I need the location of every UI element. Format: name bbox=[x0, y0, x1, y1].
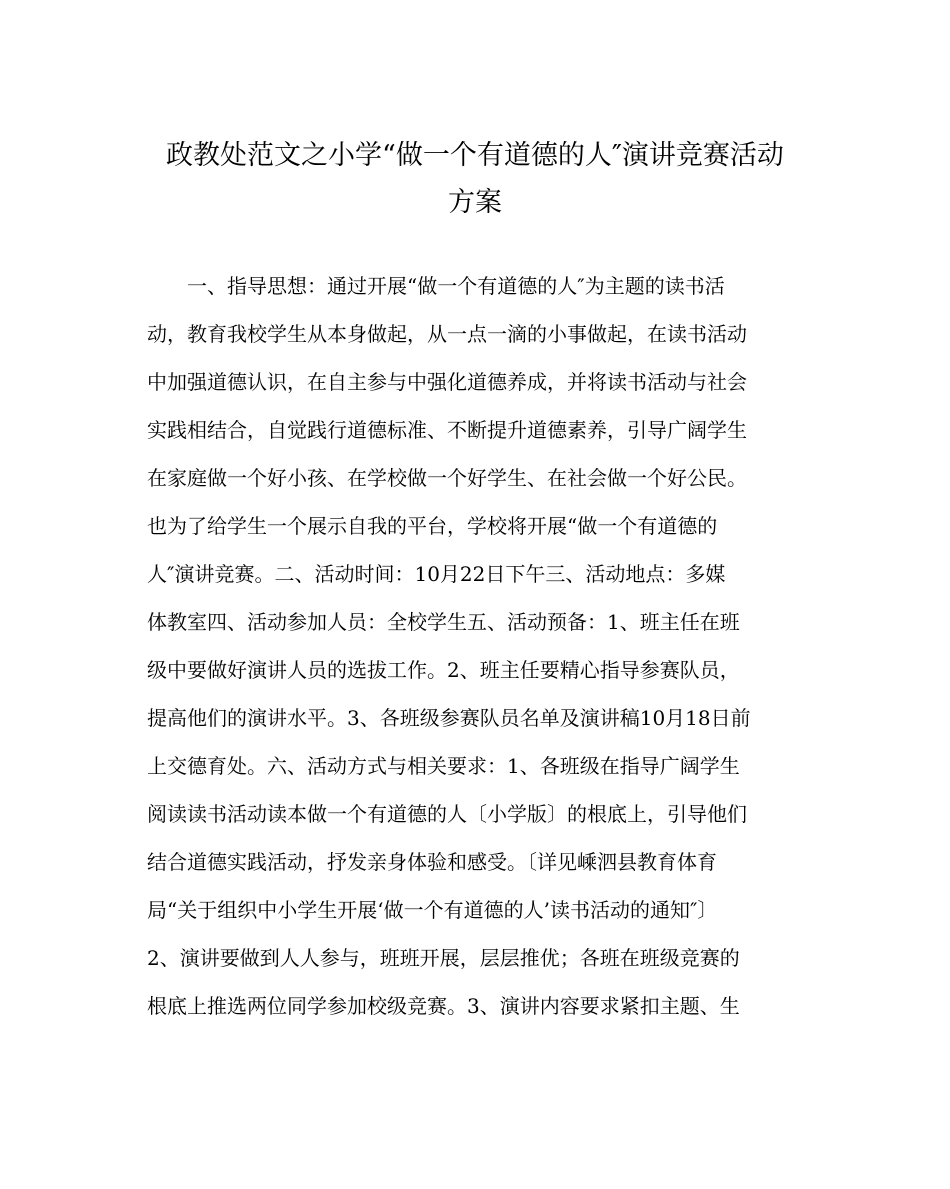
document-title-line-1: 政教处范文之小学“做一个有道德的人″演讲竞赛活动 bbox=[166, 140, 784, 171]
body-line: 实践相结合，自觉践行道德标准、不断提升道德素养，引导广阔学生 bbox=[147, 418, 747, 442]
body-line: 中加强道德认识，在自主参与中强化道德养成，并将读书活动与社会 bbox=[147, 370, 747, 394]
body-line: 上交德育处。六、活动方式与相关要求：1、各班级在指导广阔学生 bbox=[147, 754, 740, 778]
body-line: 结合道德实践活动，抒发亲身体验和感受。〔详见嵊泗县教育体育 bbox=[147, 850, 717, 874]
body-line: 动，教育我校学生从本身做起，从一点一滴的小事做起，在读书活动 bbox=[147, 322, 747, 346]
body-line: 级中要做好演讲人员的选拔工作。2、班主任要精心指导参赛队员， bbox=[147, 658, 740, 682]
body-line: 阅读读书活动读本做一个有道德的人〔小学版〕的根底上，引导他们 bbox=[147, 802, 747, 826]
body-line: 一、指导思想：通过开展“做一个有道德的人″为主题的读书活 bbox=[147, 274, 725, 298]
body-line: 根底上推选两位同学参加校级竞赛。3、演讲内容要求紧扣主题、生 bbox=[147, 994, 740, 1018]
body-line: 局“关于组织中小学生开展‘做一个有道德的人’读书活动的通知″〕 bbox=[147, 898, 718, 922]
body-line: 提高他们的演讲水平。3、各班级参赛队员名单及演讲稿10月18日前 bbox=[147, 706, 751, 730]
body-line: 2、演讲要做到人人参与，班班开展，层层推优；各班在班级竞赛的 bbox=[147, 946, 740, 970]
body-line: 在家庭做一个好小孩、在学校做一个好学生、在社会做一个好公民。 bbox=[147, 466, 747, 490]
body-line: 也为了给学生一个展示自我的平台，学校将开展“做一个有道德的 bbox=[147, 514, 718, 538]
document-title-line-2: 方案 bbox=[448, 187, 502, 218]
body-line: 体教室四、活动参加人员：全校学生五、活动预备：1、班主任在班 bbox=[147, 610, 740, 634]
body-line: 人″演讲竞赛。二、活动时间：10月22日下午三、活动地点：多媒 bbox=[147, 562, 726, 586]
